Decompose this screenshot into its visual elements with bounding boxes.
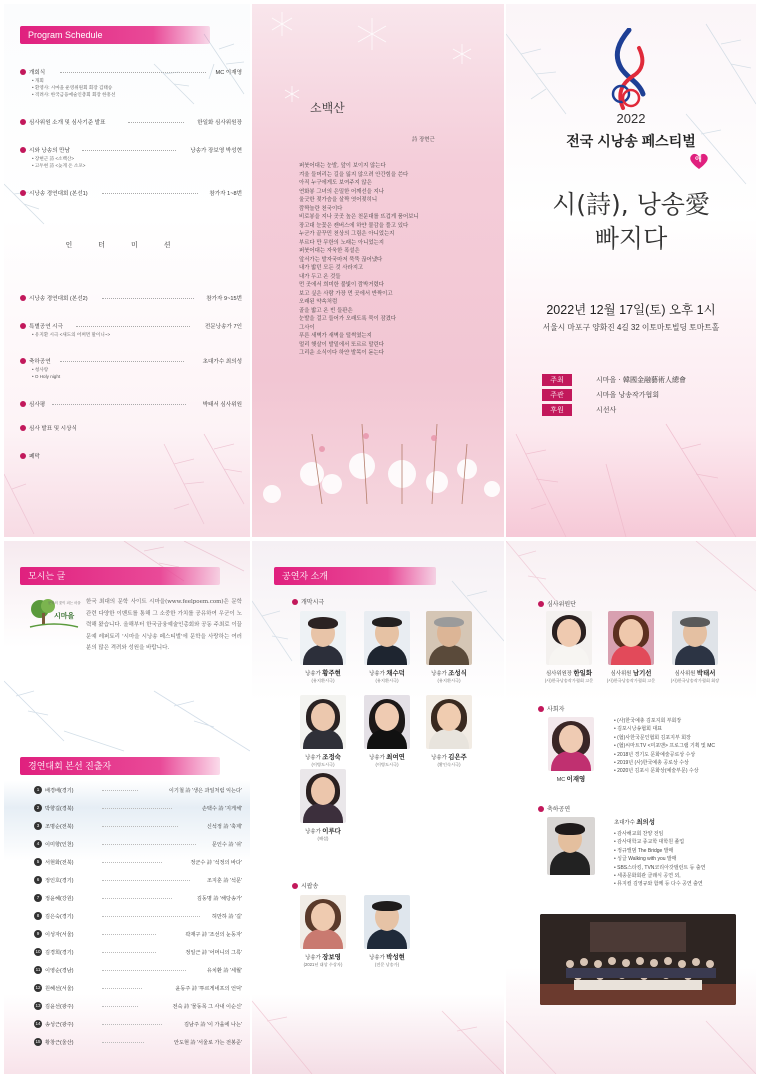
finalist-row — [34, 858, 242, 866]
finalist-name: 이미향(인천) — [45, 842, 74, 848]
schedule-item-right: 참가자 9~15번 — [206, 296, 242, 302]
schedule-sub-list — [32, 366, 60, 380]
performer-desc: (이병도시극) — [375, 762, 399, 767]
poem-line: 겨울 들머리는 길을 잃지 않으려 안간힘을 쓴다 — [299, 171, 409, 178]
performers-panel — [252, 541, 504, 1074]
finalist-poem: 정일근 詩 '어머니의 그륵' — [185, 950, 242, 956]
dotted-leader — [102, 790, 138, 791]
schedule-item-label: 심사평 — [29, 402, 46, 408]
bio-item: • 김포시낭송협회 대표 — [614, 725, 715, 733]
bio-item: • 감사대학교 종교학 대학원 졸업 — [614, 838, 706, 846]
dotted-leader — [102, 1024, 162, 1025]
mc-bio — [614, 717, 715, 776]
poem-line: 아직 누구에게도 보여주지 않은 — [299, 180, 372, 186]
performer-desc: (전문 낭송가) — [374, 962, 400, 967]
finalist-number: 13 — [35, 1003, 41, 1008]
finalist-name: 박향길(경북) — [45, 806, 74, 812]
poem-line: 울긋한 젖가슴을 살짝 엿어젖히니 — [299, 197, 378, 203]
poem-line: 내가 두고 온 것들 — [299, 273, 341, 280]
schedule-item-label: 심사위원 소개 및 심사기준 발표 — [29, 120, 106, 126]
bullet-dot — [20, 69, 26, 75]
performer-card — [354, 695, 420, 768]
schedule-title: Program Schedule — [20, 26, 210, 44]
heart-label: 애 — [695, 155, 702, 163]
performer-photo — [300, 695, 346, 749]
finalist-number: 6 — [34, 876, 42, 884]
finalist-name: 이성자(서울) — [45, 932, 74, 938]
performer-name: 낭송가 김은주 — [431, 754, 467, 761]
singer-card — [538, 817, 604, 875]
bio-item: • 2019년 (사)한국예총 공로상 수상 — [614, 759, 715, 767]
schedule-item-right: 낭송가 장보영 박성현 — [190, 148, 242, 154]
dotted-leader — [102, 826, 178, 827]
slogan-line: 빠지다 — [594, 224, 668, 253]
singer-bio — [614, 830, 706, 889]
finalist-number: 1 — [34, 786, 42, 794]
organizer-row — [542, 403, 616, 416]
performer-desc: (황인숙시극) — [437, 762, 461, 767]
judge-name: 심사위원장 한일화 — [545, 670, 593, 677]
performer-card — [290, 895, 356, 968]
poem-line: 부르다 만 무한의 노래는 아니었는지 — [299, 239, 384, 246]
schedule-item-label: 개회식 — [29, 70, 46, 76]
judge-desc: (사)한국낭송작가협회 회장 — [670, 678, 720, 683]
finalist-number: 3 — [34, 822, 42, 830]
schedule-item-label: 특별공연 시극 — [29, 324, 63, 330]
schedule-sub: • 유지환 시극 <새도의 어쩌면 말이니~> — [32, 332, 111, 337]
judge-card — [598, 611, 664, 684]
finalist-poem: 김남주 詩 '이 가을에 나는' — [183, 1022, 242, 1028]
performers-title: 공연자 소개 — [274, 567, 436, 585]
finalist-row — [34, 822, 242, 830]
schedule-sub-list — [32, 331, 110, 338]
poem-line: 먼 곳에서 희미한 불빛이 깜박거렸다 — [299, 282, 384, 288]
performer-name: 낭송가 최여연 — [369, 754, 405, 761]
poem-line: 앞서가는 발자국마저 뚝뚝 끊어냈다 — [299, 256, 383, 263]
judges-mc-panel — [506, 541, 756, 1074]
performer-desc: (유지환시극) — [375, 678, 399, 683]
event-date: 2022년 12월 17일(토) 오후 1시 — [546, 303, 716, 317]
dotted-leader — [102, 988, 142, 989]
performer-photo — [364, 611, 410, 665]
sigeuk-label — [292, 597, 324, 606]
finalist-name: 김윤선(광주) — [45, 1004, 74, 1010]
performer-card — [416, 695, 482, 768]
performer-name: 낭송가 박성현 — [369, 954, 405, 961]
dotted-leader — [82, 150, 176, 151]
finalist-row — [34, 786, 242, 794]
poem-line: 내가 밟던 모든 것 사라지고 — [299, 265, 364, 271]
mc-label — [538, 704, 564, 713]
sub-label-text: 심사위원단 — [547, 602, 576, 608]
poem-body — [299, 162, 419, 358]
performer-desc: (2021년 대상 수상자) — [303, 962, 343, 967]
finalist-row — [34, 894, 242, 902]
festival-name: 전국 시낭송 페스티벌 — [566, 133, 696, 149]
poem-line: 퍼붓어대는 눈발, 앞이 보이지 않는다 — [299, 163, 386, 169]
finalist-name: 정인호(경기) — [45, 878, 74, 884]
finalist-poem: 윤동주 詩 '투르게네프의 언덕' — [175, 986, 242, 992]
performer-desc: (유지환시극) — [437, 678, 461, 683]
bio-item: • (협)씨마트TV <미포맨> 프로그램 기획 및 MC — [614, 742, 715, 750]
poem-line: 비로봉을 지나 곳곳 높은 천문대를 뜨겁게 품어보니 — [299, 214, 419, 220]
bio-item: • (사)한국예총 김포지회 부회장 — [614, 717, 715, 725]
brochure-inside — [0, 541, 760, 1074]
schedule-item-label: 시낭송 경연대회 (본선2) — [29, 296, 88, 302]
poem-title: 소백산 — [310, 101, 345, 115]
organizer-row — [542, 373, 686, 386]
bio-item: • 뮤지컬 김영규와 함께 등 다수 공연 출연 — [614, 880, 706, 888]
performer-name: 낭송가 조정숙 — [305, 754, 341, 761]
finalist-poem: 김동명 詩 '해당송가' — [196, 896, 242, 902]
schedule-sub-list — [32, 77, 115, 98]
finalist-poem: 손택수 詩 '지게체' — [201, 806, 242, 812]
schedule-item-label: 시와 낭송의 만남 — [29, 148, 70, 154]
finalist-number: 10 — [35, 949, 41, 954]
dotted-leader — [60, 72, 206, 73]
schedule-sub: • O Holy night — [32, 374, 61, 379]
finalist-poem: 이기철 詩 '생은 과일처럼 익는다' — [168, 788, 242, 794]
poem-panel — [252, 4, 504, 537]
finalist-number: 12 — [35, 985, 41, 990]
dotted-leader — [102, 934, 156, 935]
organizer-value: 시마을 · 韓國金融藝術人總會 — [596, 375, 686, 384]
bullet-dot — [538, 706, 544, 712]
finalist-poem: 정군수 詩 '석정의 바다' — [190, 860, 242, 866]
bullet-dot — [20, 425, 26, 431]
bio-item: • 2020년 김포시 문화상(예술부문) 수상 — [614, 767, 715, 775]
schedule-item-label: 시낭송 경연대회 (본선1) — [29, 191, 88, 197]
judge-desc: (사)한국낭송작가협회 고문 — [544, 678, 594, 683]
finalist-name: 조명순(전북) — [45, 824, 74, 830]
organizer-value: 시마을 낭송작가협회 — [596, 390, 660, 399]
schedule-sub-list — [32, 155, 85, 169]
dotted-leader — [102, 844, 196, 845]
celebration-label — [538, 804, 570, 813]
bio-item: • 2018년 경기도 문화예술공로상 수상 — [614, 751, 715, 759]
group-photo — [540, 914, 736, 1005]
logo-text: 시마을 — [54, 612, 75, 620]
finalist-number: 14 — [35, 1021, 41, 1026]
schedule-item-label: 폐막 — [29, 454, 40, 460]
logo-small-text: 문학의 꽃이 피는 마을 — [48, 601, 81, 605]
finalist-name: 서현화(전북) — [45, 860, 74, 866]
poem-line: 누군가 끝꾸민 천상의 그림은 아니었는지 — [299, 231, 395, 237]
organizer-tag: 주관 — [542, 389, 572, 401]
dotted-leader — [102, 952, 156, 953]
bio-item: • 싱글 Walking with you 발매 — [614, 855, 706, 863]
bullet-dot — [20, 401, 26, 407]
poem-line: 오래된 약속처럼 — [299, 299, 338, 305]
poem-line: 보고 싶은 사람 가장 먼 곳에서 반짝이고 — [299, 290, 393, 297]
finalist-row — [34, 948, 242, 956]
schedule-sub: • 장현근 詩 <소백산> — [32, 156, 75, 161]
organizer-value: 시선사 — [596, 405, 617, 414]
organizer-tag: 주최 — [542, 374, 572, 386]
poem-line: 그사이 — [299, 324, 315, 331]
schedule-sub: • 고두현 詩 <늦게 온 소포> — [32, 163, 86, 168]
finalist-name: 배경배(경기) — [45, 788, 74, 794]
festival-slogan — [506, 188, 756, 256]
bio-item: • (협)사한국문인협회 김포지부 회장 — [614, 734, 715, 742]
singer-photo — [547, 817, 595, 875]
performer-name: 낭송가 채수덕 — [369, 670, 405, 677]
bullet-dot — [20, 190, 26, 196]
judge-photo — [608, 611, 654, 665]
performer-card — [354, 611, 420, 684]
finalist-poem: 유치환 詩 '세월' — [206, 968, 242, 974]
finalist-name: 김경희(경기) — [45, 950, 74, 956]
dotted-leader — [60, 361, 184, 362]
dotted-leader — [128, 122, 184, 123]
bullet-dot — [20, 119, 26, 125]
poem-line: 푸른 새벽가 새벽을 털썩였는지 — [299, 333, 372, 339]
finalist-row — [34, 966, 242, 974]
poem-line: 장고대 눈꽃은 캔버스에 하얀 물감을 풀고 있다 — [299, 222, 409, 229]
poem-author: 詩 장현근 — [412, 137, 435, 143]
schedule-item-right: 전문낭송가 7인 — [204, 324, 242, 330]
finalist-poem: 신석정 詩 '축제' — [206, 824, 242, 830]
finalist-name: 송성근(광주) — [45, 1022, 74, 1028]
dotted-leader — [102, 880, 190, 881]
performer-photo — [300, 611, 346, 665]
performer-card — [290, 769, 356, 842]
bio-item: • 정규앨범 The Bridge 발매 — [614, 847, 706, 855]
judge-photo — [672, 611, 718, 665]
finalist-name: 정윤혜(강원) — [45, 896, 74, 902]
performer-photo — [300, 895, 346, 949]
judge-desc: (사)한국낭송작가협회 고문 — [606, 678, 656, 683]
poem-line: 퍼붓어대는 자욱한 폭설은 — [299, 248, 360, 254]
poem-line: 눈발을 걸고 들어가 오래도록 묵이 잠겼다 — [299, 316, 397, 322]
finalist-row — [34, 930, 242, 938]
poem-line: 깜짝놀란 천국이다 — [299, 205, 343, 212]
dotted-leader — [76, 326, 190, 327]
program-schedule-panel — [4, 4, 250, 537]
bio-item: • 감사해교회 찬양 전임 — [614, 830, 706, 838]
dotted-leader — [102, 193, 198, 194]
performer-photo — [426, 611, 472, 665]
dotted-leader — [102, 298, 194, 299]
dotted-leader — [52, 404, 186, 405]
finalist-row — [34, 876, 242, 884]
sub-label-text: 시팝송 — [301, 884, 319, 890]
dotted-leader — [102, 898, 172, 899]
bullet-dot — [20, 358, 26, 364]
finalist-number: 8 — [34, 912, 42, 920]
bio-item: • SBS스타킹, TVN코리아갓탤런트 등 출연 — [614, 864, 706, 872]
bullet-dot — [538, 601, 544, 607]
poem-line: 그리운 소식이다 하얀 발목이 돋는다 — [299, 350, 384, 356]
finalist-name: 원혜선(서울) — [45, 986, 74, 992]
festival-year: 2022 — [616, 111, 646, 126]
poem-line: 멀리 햇살이 발밑에서 또르르 말린다 — [299, 341, 384, 348]
mc-card — [538, 717, 604, 783]
mc-name: MC 이재영 — [556, 776, 586, 783]
finalist-poem: 곽재구 詩 '조선의 눈동자' — [185, 932, 242, 938]
performer-card — [290, 695, 356, 768]
simaeul-logo — [26, 597, 82, 631]
reading-label — [292, 881, 318, 890]
sub-label-text: 개막시극 — [301, 600, 325, 606]
bullet-dot — [20, 453, 26, 459]
judge-card — [662, 611, 728, 684]
greeting-text: 한국 최대의 문학 사이트 시마을(www.feelpoem.com)은 문학관련 다양한 이벤트를 통해 그 소중한 가치를 공유하여 우군이 노력해 왔습니다. 올해부터 한국금융예술인총회와 공동 주최로 이끌 문예 레퍼토리 '시마을 시낭송 페스티벌'에 문학을 사랑하는 여러분의 많은 격려와 성원을 바랍니다. — [86, 599, 242, 652]
finalists-title: 경연대회 본선 진출자 — [20, 757, 220, 775]
dotted-leader — [102, 916, 200, 917]
mc-photo — [548, 717, 594, 771]
finalist-row — [34, 804, 242, 812]
judge-photo — [546, 611, 592, 665]
schedule-sub: • 청사랑 — [32, 367, 49, 372]
schedule-sub: • 개회 — [32, 78, 44, 83]
performer-name: 낭송가 장보영 — [305, 954, 341, 961]
finalist-number: 7 — [34, 894, 42, 902]
schedule-item-right: 한일화 심사위원장 — [197, 120, 242, 126]
performer-desc: (이병도시극) — [311, 762, 335, 767]
slogan-line: 시(詩), 낭송愛 — [552, 190, 710, 219]
dotted-leader — [102, 1006, 138, 1007]
schedule-sub: • 격려사: 한국금융예술인총회 회장 한흥선 — [32, 92, 116, 97]
judge-card — [536, 611, 602, 684]
schedule-item-right: 참가자 1~8번 — [209, 191, 242, 197]
poem-line: 연화봉 그녀의 은밀한 어깨선을 지나 — [299, 188, 384, 195]
bio-item: • 세종문화회관 클래식 공연 외, — [614, 872, 706, 880]
brochure-outside — [0, 4, 760, 537]
schedule-item-label: 심사 발표 및 시상식 — [29, 426, 77, 432]
finalist-number: 11 — [35, 967, 41, 972]
poem-line: 골을 밟고 온 빈 들판은 — [299, 307, 353, 314]
performer-photo — [364, 895, 410, 949]
performer-photo — [364, 695, 410, 749]
bullet-dot — [292, 883, 298, 889]
bullet-dot — [292, 599, 298, 605]
performer-card — [416, 611, 482, 684]
event-venue: 서울시 마포구 양화진 4길 32 이토마토빌딩 토마트홀 — [542, 323, 720, 332]
performer-desc: (유지환시극) — [311, 678, 335, 683]
greeting-title: 모시는 글 — [20, 567, 220, 585]
sub-label-text: 축하공연 — [547, 807, 571, 813]
intermission-label: 인터미션 — [65, 241, 197, 249]
singer-name: 초대가수 최의성 — [614, 819, 655, 826]
dotted-leader — [102, 1042, 144, 1043]
sub-label-text: 사회자 — [547, 707, 565, 713]
dotted-leader — [102, 970, 186, 971]
schedule-item-right: 박태서 심사위원 — [202, 402, 242, 408]
performer-desc: (해설) — [317, 836, 329, 841]
bullet-dot — [20, 323, 26, 329]
judge-name: 심사위원 박태서 — [674, 670, 716, 677]
finalist-poem: 전숙 詩 '물동목 그 사내 이순신' — [172, 1004, 242, 1010]
finalist-row — [34, 984, 242, 992]
performer-card — [290, 611, 356, 684]
dotted-leader — [102, 862, 162, 863]
performer-name: 낭송가 이루다 — [305, 828, 341, 835]
finalist-name: 이영순(경남) — [45, 968, 74, 974]
finalist-row — [34, 1002, 242, 1010]
finalist-number: 15 — [35, 1039, 41, 1044]
bullet-dot — [20, 295, 26, 301]
finalist-name: 황창근(울산) — [45, 1040, 74, 1046]
cover-panel — [506, 4, 756, 537]
finalist-poem: 문인수 詩 '쉬' — [211, 842, 242, 848]
judge-name: 심사위원 남기선 — [610, 670, 652, 677]
performer-photo — [426, 695, 472, 749]
finalist-row — [34, 1038, 242, 1046]
finalist-poem: 허만하 詩 '길' — [211, 914, 242, 920]
finalist-number: 5 — [34, 858, 42, 866]
finalist-poem: 조지훈 詩 '석문' — [206, 878, 242, 884]
performer-name: 낭송가 황주현 — [305, 670, 341, 677]
bullet-dot — [538, 806, 544, 812]
dotted-leader — [102, 808, 172, 809]
finalist-number: 2 — [34, 804, 42, 812]
finalist-row — [34, 912, 242, 920]
schedule-sub: • 환영사: 시마을 운영위원회 회장 김태승 — [32, 85, 113, 90]
bullet-dot — [20, 147, 26, 153]
festival-logo — [599, 28, 663, 120]
performer-photo — [300, 769, 346, 823]
schedule-item-right: 초대가수 최의성 — [202, 359, 242, 365]
performer-card — [354, 895, 420, 968]
greeting-finalists-panel — [4, 541, 250, 1074]
schedule-item-right: MC 이재영 — [215, 70, 242, 76]
finalist-name: 김은숙(경기) — [45, 914, 74, 920]
organizer-row — [542, 388, 659, 401]
judges-label — [538, 599, 576, 608]
organizer-tag: 후원 — [542, 404, 572, 416]
finalist-number: 9 — [34, 930, 42, 938]
finalist-row — [34, 1020, 242, 1028]
finalist-row — [34, 840, 242, 848]
performer-name: 낭송가 조성식 — [431, 670, 467, 677]
schedule-item-label: 축하공연 — [29, 359, 51, 365]
finalist-poem: 안도현 詩 '서울로 가는 전봉준' — [173, 1040, 242, 1046]
finalist-number: 4 — [34, 840, 42, 848]
